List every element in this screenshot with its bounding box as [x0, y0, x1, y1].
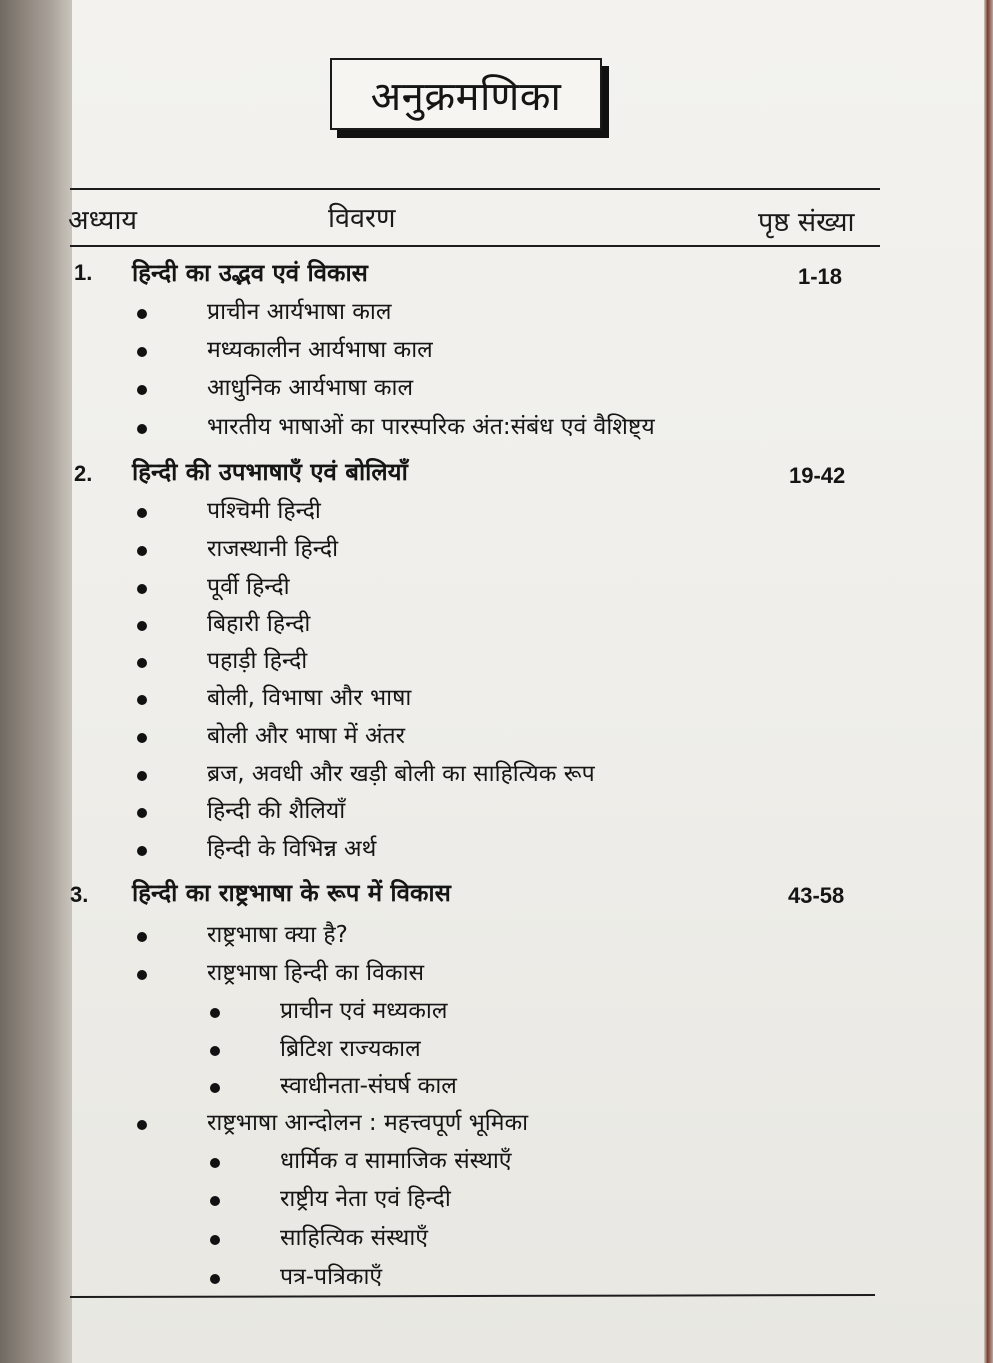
bullet-icon	[137, 733, 147, 743]
chapter-title: हिन्दी का उद्भव एवं विकास	[132, 259, 368, 287]
chapter-1-pages: 1-18	[798, 264, 843, 289]
bullet-icon	[210, 1008, 220, 1018]
chapter-number: 3.	[70, 882, 89, 907]
bullet-icon	[137, 584, 147, 594]
page-edge	[984, 0, 993, 1363]
column-header-chapter: अध्याय	[68, 205, 138, 236]
bullet-icon	[137, 347, 147, 357]
bullet-icon	[137, 546, 147, 556]
title-box	[330, 58, 602, 130]
bullet-icon	[137, 932, 147, 942]
bullet-icon	[137, 658, 147, 668]
chapter-number: 1.	[74, 260, 93, 285]
header-top-rule	[70, 188, 880, 190]
header-bottom-rule	[70, 245, 880, 247]
bullet-icon	[137, 1120, 147, 1130]
bullet-icon	[137, 695, 147, 705]
chapter-3-heading[interactable]	[70, 876, 770, 912]
book-binding-shadow	[0, 0, 72, 1363]
chapter-title: हिन्दी का राष्ट्रभाषा के रूप में विकास	[132, 879, 451, 907]
chapter-3-pages: 43-58	[788, 883, 845, 908]
bullet-icon	[137, 424, 147, 434]
bullet-icon	[137, 621, 147, 631]
chapter-2-heading[interactable]	[74, 455, 774, 491]
chapter-1-heading[interactable]	[74, 256, 774, 292]
bullet-icon	[210, 1235, 220, 1245]
chapter-2-pages: 19-42	[789, 463, 846, 488]
bullet-icon	[137, 970, 147, 980]
bullet-icon	[137, 846, 147, 856]
column-header-description: विवरण	[328, 203, 396, 234]
column-header-page-number: पृष्ठ संख्या	[758, 207, 855, 238]
bullet-icon	[137, 309, 147, 319]
bullet-icon	[210, 1196, 220, 1206]
page-title: अनुक्रमणिका	[330, 58, 602, 130]
bullet-icon	[210, 1083, 220, 1093]
bullet-icon	[137, 808, 147, 818]
bullet-icon	[137, 508, 147, 518]
bullet-icon	[137, 385, 147, 395]
bullet-icon	[210, 1046, 220, 1056]
chapter-title: हिन्दी की उपभाषाएँ एवं बोलियाँ	[132, 458, 408, 486]
bullet-icon	[137, 771, 147, 781]
chapter-number: 2.	[74, 461, 93, 486]
bullet-icon	[210, 1158, 220, 1168]
bullet-icon	[210, 1274, 220, 1284]
